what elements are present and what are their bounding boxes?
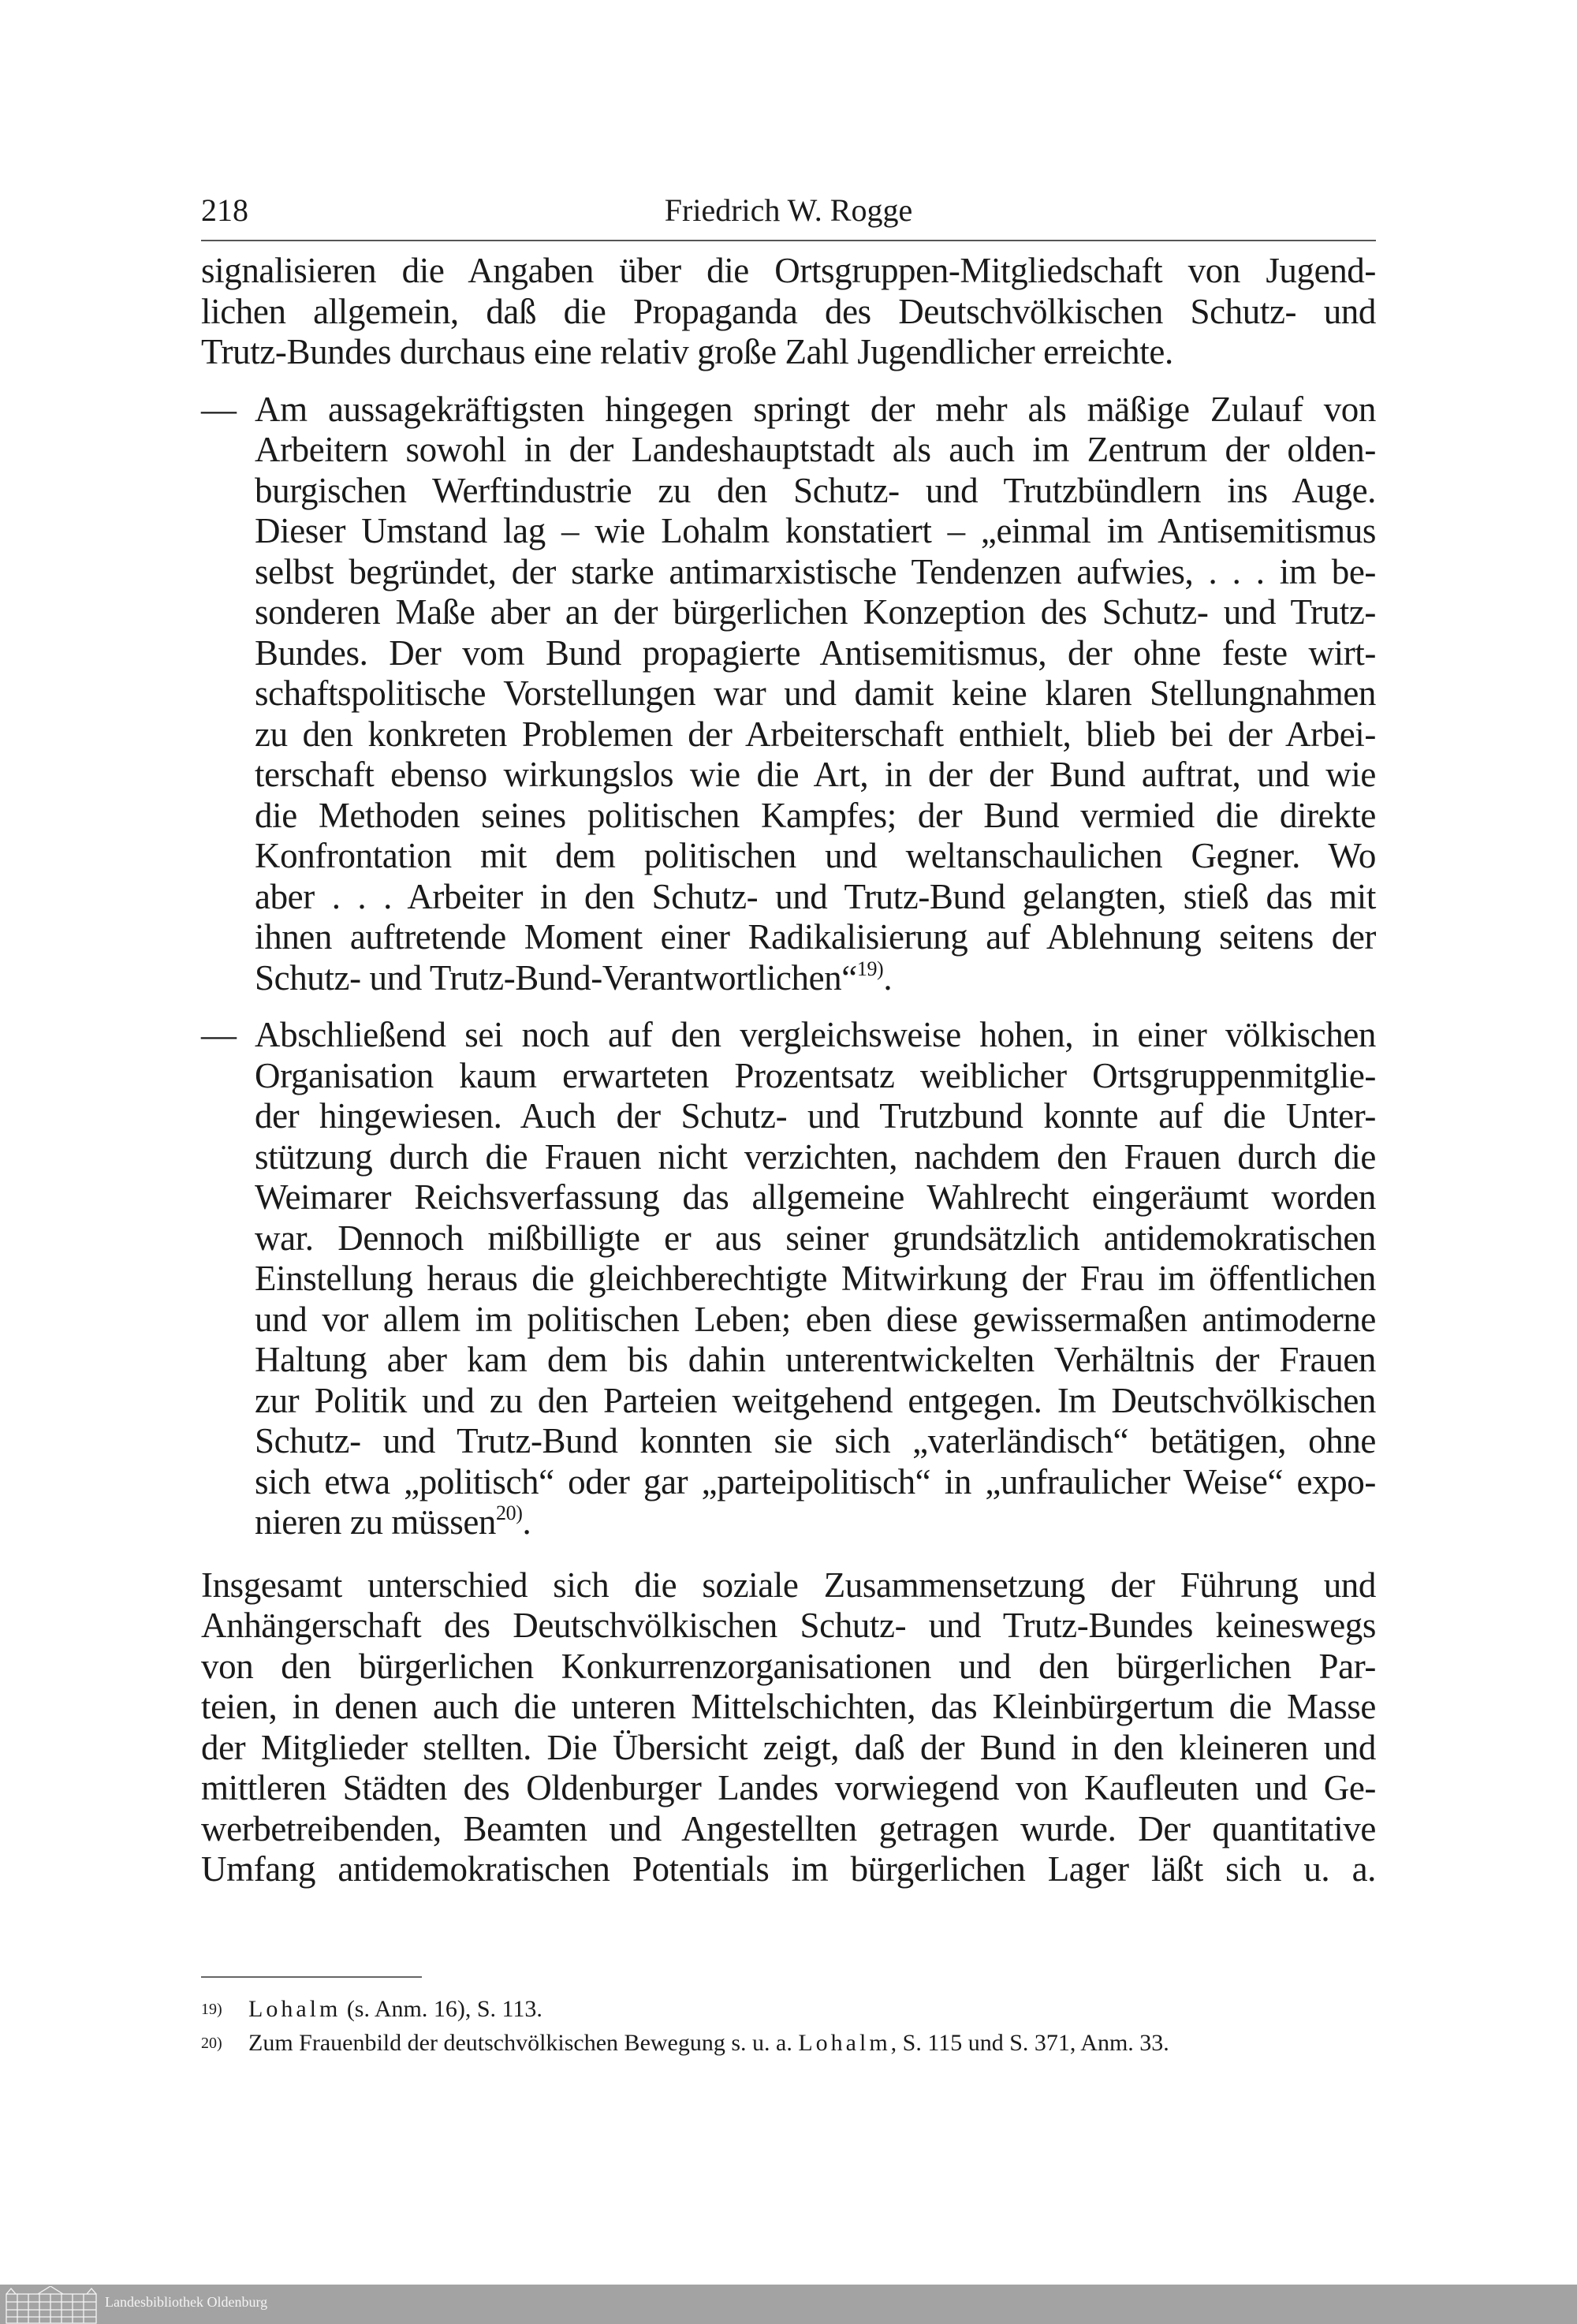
running-title: Friedrich W. Rogge — [664, 192, 913, 228]
library-building-icon — [5, 2286, 98, 2324]
footnote-ref-19[interactable]: 19) — [856, 957, 884, 980]
header-rule — [201, 240, 1376, 241]
dash-item-women: — Abschließend sei noch auf den vergleichsweise hohen, in einer völkischen Organisation kaum erwarteten Prozentsatz weiblicher Ortsgruppenmitglie- der hingewiesen. Auch der Schutz- und Trutzbund konnte auf die Unter- stützung durch die Frauen nicht verzichten, nachdem den Frauen durch die Weimarer Reichsverfassung das allgemeine Wahlrecht eingeräumt worden war. Dennoch mißbilligte er aus seiner grundsätzlich antidemokratischen Einstellung heraus die gleichberechtigte Mitwirkung der Frau im öffentlichen und vor allem im politischen Leben; eben diese gewissermaßen antimoderne Haltung aber kam dem bis dahin unterentwickelten Verhältnis der Frauen zur Politik und zu den Parteien weitgehend entgegen. Im Deutschvölkischen Schutz- und Trutz-Bund konnten sie sich „vaterländisch“ betätigen, ohne sich etwa „politisch“ oder gar „parteipolitisch“ in „unfraulicher Weise“ expo- nieren zu müssen$^{20)}$. — [201, 1015, 1376, 1542]
page-header — [201, 191, 1376, 230]
footnote-19: $^{19)}$ Lohalm (s. Anm. 16), S. 113. — [201, 1996, 542, 2022]
dash-bullet: — — [201, 1015, 237, 1054]
footnotes — [201, 1995, 1376, 2063]
body-text — [201, 251, 1376, 1890]
paragraph-continued: signalisieren die Angaben über die Ortsgruppen-Mitgliedschaft von Jugend- lichen allgemein, daß die Propaganda des Deutschvölkischen Schutz- und Trutz-Bundes durchaus eine relativ große Zahl Jugendlicher erreichte. — [201, 251, 1376, 371]
author-name: Lohalm — [798, 2030, 891, 2056]
footnote-20: $^{20)}$ Zum Frauenbild der deutschvölkischen Bewegung s. u. a. Lohalm, S. 115 und S. 371, Anm. 33. — [201, 2030, 1169, 2056]
library-footer-bar — [0, 2285, 1577, 2324]
footnote-ref-20[interactable]: 20) — [496, 1501, 523, 1524]
page-number: 218 — [201, 192, 248, 228]
author-name: Lohalm — [248, 1996, 341, 2022]
library-name: Landesbibliothek Oldenburg — [105, 2294, 268, 2310]
paragraph-summary: Insgesamt unterschied sich die soziale Zusammensetzung der Führung und Anhängerschaft des Deutschvölkischen Schutz- und Trutz-Bundes keineswegs von den bürgerlichen Konkurrenzorganisationen und den bürgerlichen Par- teien, in denen auch die unteren Mittelschichten, das Kleinbürgertum die Masse der Mitglieder stellten. Die Übersicht zeigt, daß der Bund in den kleineren und mittleren Städten des Oldenburger Landes vorwiegend von Kaufleuten und Ge- werbetreibenden, Beamten und Angestellten getragen wurde. Der quantitative Umfang antidemokratischen Potentials im bürgerlichen Lager läßt sich u. a. — [201, 1565, 1376, 1889]
footnote-rule — [201, 1976, 422, 1978]
dash-item-workers: — Am aussagekräftigsten hingegen springt der mehr als mäßige Zulauf von Arbeitern sowohl in der Landeshauptstadt als auch im Zentrum der olden- burgischen Werftindustrie zu den Schutz- und Trutzbündlern ins Auge. Dieser Umstand lag – wie Lohalm konstatiert – „einmal im Antisemitismus selbst begründet, der starke antimarxistische Tendenzen aufwies, . . . im be- sonderen Maße aber an der bürgerlichen Konzeption des Schutz- und Trutz- Bundes. Der vom Bund propagierte Antisemitismus, der ohne feste wirt- schaftspolitische Vorstellungen war und damit keine klaren Stellungnahmen zu den konkreten Problemen der Arbeiterschaft enthielt, blieb bei der Arbei- terschaft ebenso wirkungslos wie die Art, in der der Bund auftrat, und wie die Methoden seines politischen Kampfes; der Bund vermied die direkte Konfrontation mit dem politischen und weltanschaulichen Gegner. Wo aber . . . Arbeiter in den Schutz- und Trutz-Bund gelangten, stieß das mit ihnen auftretende Moment einer Radikalisierung auf Ablehnung seitens der Schutz- und Trutz-Bund-Verantwortlichen“$^{19)}$. — [201, 389, 1376, 998]
dash-bullet: — — [201, 389, 237, 429]
